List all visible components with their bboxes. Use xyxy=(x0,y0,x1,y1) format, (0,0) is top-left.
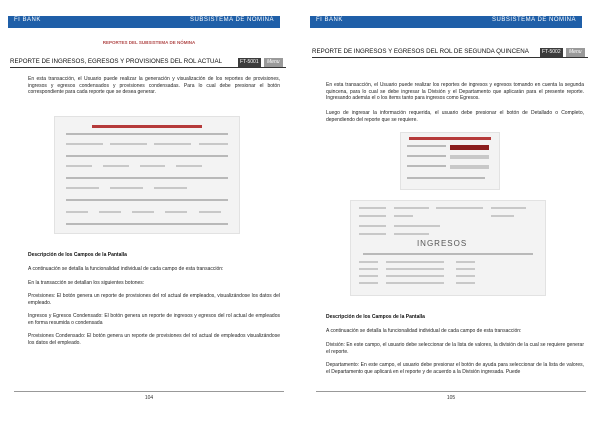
fields-intro: A continuación se detalla la funcionalidad individual de cada campo de esta transacción: xyxy=(28,266,224,272)
bank-logo-text: FI BANK xyxy=(14,17,41,23)
report-code-badge: FT-5002 xyxy=(542,49,561,55)
footer-rule xyxy=(316,391,586,392)
ingresos-egresos-desc: Ingresos y Egresos Condensado: El botón genera un reporte de ingresos y egresos del rol actual de empleados en forma resumida o condensada xyxy=(28,313,280,326)
title-rule xyxy=(312,57,588,58)
provisiones-desc: Provisiones: El botón genera un reporte de provisiones del rol actual de empleados, visualizándose los datos del empleado. xyxy=(28,293,280,306)
intro-paragraph: En esta transacción, el Usuario puede realizar los reportes de ingresos y egresos tomando en cuenta la segunda quincena, para lo cual se debe ingresar la División y el Departamento que aplicarán para el presente reporte. Ingresando además el o los items tanto para ingresos como Egresos. xyxy=(326,82,584,102)
page-number: 105 xyxy=(446,395,456,401)
provisiones-condensado-desc: Provisiones Condensado: El botón genera un reporte de provisiones del rol actual de empleados visualizándose los datos del empleado. xyxy=(28,333,280,346)
report-code-badge: FT-5001 xyxy=(240,59,259,65)
departamento-desc: Departamento: En este campo, el usuario debe presionar el botón de ayuda para seleccionar de la lista de valores, el Departamento que aplicará en el reporte y de acuerdo a la División ingresada. Puede xyxy=(326,362,584,375)
page-banner xyxy=(8,16,280,28)
system-name: SUBSISTEMA DE NÓMINA xyxy=(189,17,274,23)
right-page xyxy=(306,8,596,418)
intro-paragraph: En esta transacción, el Usuario puede realizar la generación y visualización de los reportes de provisiones, ingresos y egresos condensados y provisiones condensadas. Para lo cual debe presionar el botón correspondiente para cada reporte que se desea generar. xyxy=(28,76,280,96)
report-title: REPORTE DE INGRESOS, EGRESOS Y PROVISIONES DEL ROL ACTUAL xyxy=(10,58,223,65)
page-banner xyxy=(310,16,582,28)
report-title: REPORTE DE INGRESOS Y EGRESOS DEL ROL DE SEGUNDA QUINCENA xyxy=(312,48,529,55)
ingresos-label: INGRESOS xyxy=(416,239,468,248)
report-title-row xyxy=(10,58,286,67)
left-page xyxy=(4,8,294,418)
bank-logo-text: FI BANK xyxy=(316,17,343,23)
intro-paragraph-2: Luego de ingresar la información requerida, el usuario debe presionar el botón de Detallado o Completo, dependiendo del reporte que se requiere. xyxy=(326,110,584,123)
division-desc: División: En este campo, el usuario debe seleccionar de la lista de valores, la división de la cual se requiere generar el reporte. xyxy=(326,342,584,355)
section-title: Descripción de los Campos de la Pantalla xyxy=(28,252,127,258)
screenshot-figure xyxy=(54,116,240,234)
menu-badge: Menu xyxy=(566,48,585,57)
ingresos-screenshot xyxy=(350,200,546,296)
footer-rule xyxy=(14,391,284,392)
header-subtitle: REPORTES DEL SUBSISTEMA DE NÓMINA xyxy=(102,40,196,45)
menu-badge: Menu xyxy=(264,58,283,67)
title-rule xyxy=(10,67,286,68)
parameters-screenshot xyxy=(400,132,500,190)
page-number: 104 xyxy=(144,395,154,401)
system-name: SUBSISTEMA DE NÓMINA xyxy=(491,17,576,23)
report-title-row xyxy=(312,48,588,57)
fields-intro: A continuación se detalla la funcionalidad individual de cada campo de esta transacción: xyxy=(326,328,522,334)
buttons-intro: En la transacción se detallan los siguientes botones: xyxy=(28,280,145,286)
section-title: Descripción de los Campos de la Pantalla xyxy=(326,314,425,320)
